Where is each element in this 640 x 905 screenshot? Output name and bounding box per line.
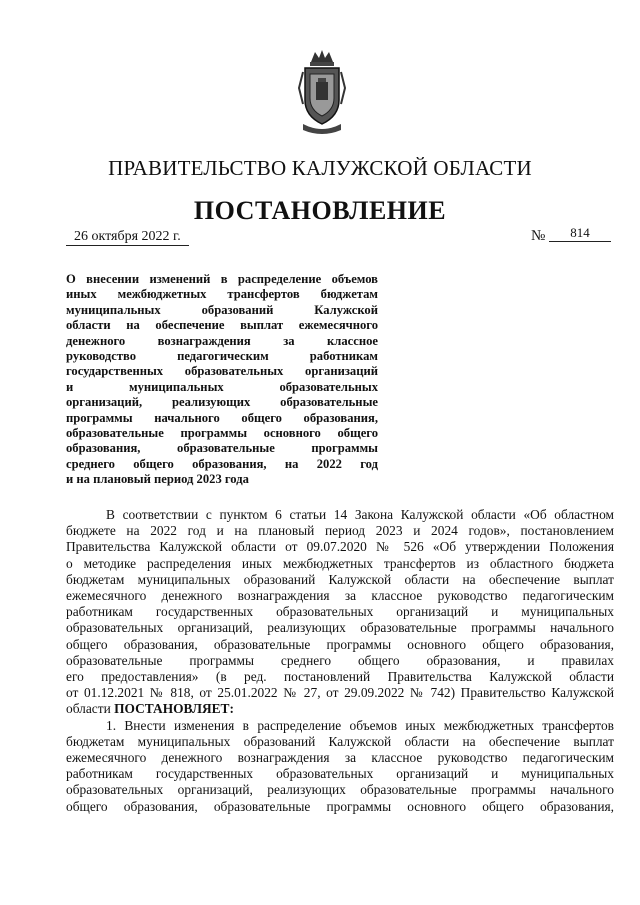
item-line: работникам государственных образовательных организаций и муниципальных bbox=[66, 766, 614, 782]
document-type: ПОСТАНОВЛЕНИЕ bbox=[193, 196, 447, 225]
item-line: ежемесячного денежного вознаграждения за классное руководство педагогическим bbox=[66, 750, 614, 766]
item-line: общего образования, образовательные программы основного общего образования, bbox=[66, 798, 614, 814]
body-line: от 01.12.2021 № 818, от 25.01.2022 № 27, от 29.09.2022 № 742) Правительство Калужской bbox=[66, 685, 614, 701]
resolves-keyword: ПОСТАНОВЛЯЕТ: bbox=[114, 701, 234, 717]
body-line-prefix: области bbox=[66, 701, 115, 717]
body-line: его предоставления» (в ред. постановлений Правительства Калужской области bbox=[66, 669, 614, 685]
body-line-resolves bbox=[66, 701, 614, 717]
document-body bbox=[66, 507, 614, 815]
coat-of-arms-icon bbox=[297, 48, 347, 138]
document-heading bbox=[66, 272, 378, 488]
heading-line: образования, образовательные программы bbox=[66, 441, 378, 456]
heading-line: и муниципальных образовательных bbox=[66, 379, 378, 394]
heading-line: руководство педагогическим работникам bbox=[66, 349, 378, 364]
item-line: бюджетам муниципальных образований Калужской области на обеспечение выплат bbox=[66, 733, 614, 749]
heading-line: организаций, реализующих образовательные bbox=[66, 395, 378, 410]
body-line: бюджетам муниципальных образований Калужской области на обеспечение выплат bbox=[66, 571, 614, 587]
heading-line: иных межбюджетных трансфертов бюджетам bbox=[66, 287, 378, 302]
body-line: ежемесячного денежного вознаграждения за классное руководство педагогическим bbox=[66, 588, 614, 604]
heading-line: программы начального общего образования, bbox=[66, 410, 378, 425]
body-line: образовательных организаций, реализующих образовательные программы начального bbox=[66, 620, 614, 636]
body-line: работникам государственных образовательных организаций и муниципальных bbox=[66, 604, 614, 620]
body-line: бюджете на 2022 год и на плановый период 2023 и 2024 годов», постановлением bbox=[66, 523, 614, 539]
document-date: 26 октября 2022 г. bbox=[66, 228, 189, 246]
heading-line: среднего общего образования, на 2022 год bbox=[66, 456, 378, 471]
heading-line: денежного вознаграждения за классное bbox=[66, 333, 378, 348]
number-label: № bbox=[531, 228, 546, 244]
heading-line: государственных образовательных организаций bbox=[66, 364, 378, 379]
body-line: Правительства Калужской области от 09.07.2020 № 526 «Об утверждении Положения bbox=[66, 539, 614, 555]
heading-line: области на обеспечение выплат ежемесячного bbox=[66, 318, 378, 333]
document-number: 814 bbox=[549, 224, 611, 242]
heading-line: образовательные программы основного общего bbox=[66, 426, 378, 441]
item-line: 1. Внести изменения в распределение объемов иных межбюджетных трансфертов bbox=[106, 717, 614, 733]
body-line: В соответствии с пунктом 6 статьи 14 Закона Калужской области «Об областном bbox=[106, 507, 614, 522]
body-line: о методике распределения иных межбюджетных трансфертов из областного бюджета bbox=[66, 555, 614, 571]
heading-line: муниципальных образований Калужской bbox=[66, 302, 378, 317]
heading-line: О внесении изменений в распределение объемов bbox=[66, 272, 378, 286]
body-line: общего образования, образовательные программы основного общего образования, bbox=[66, 636, 614, 652]
item-line: образовательных организаций, реализующих образовательные программы начального bbox=[66, 782, 614, 798]
heading-line: и на плановый период 2023 года bbox=[66, 472, 249, 487]
body-line: образовательные программы среднего общего образования, и правилах bbox=[66, 652, 614, 668]
government-title: ПРАВИТЕЛЬСТВО КАЛУЖСКОЙ ОБЛАСТИ bbox=[108, 156, 532, 180]
